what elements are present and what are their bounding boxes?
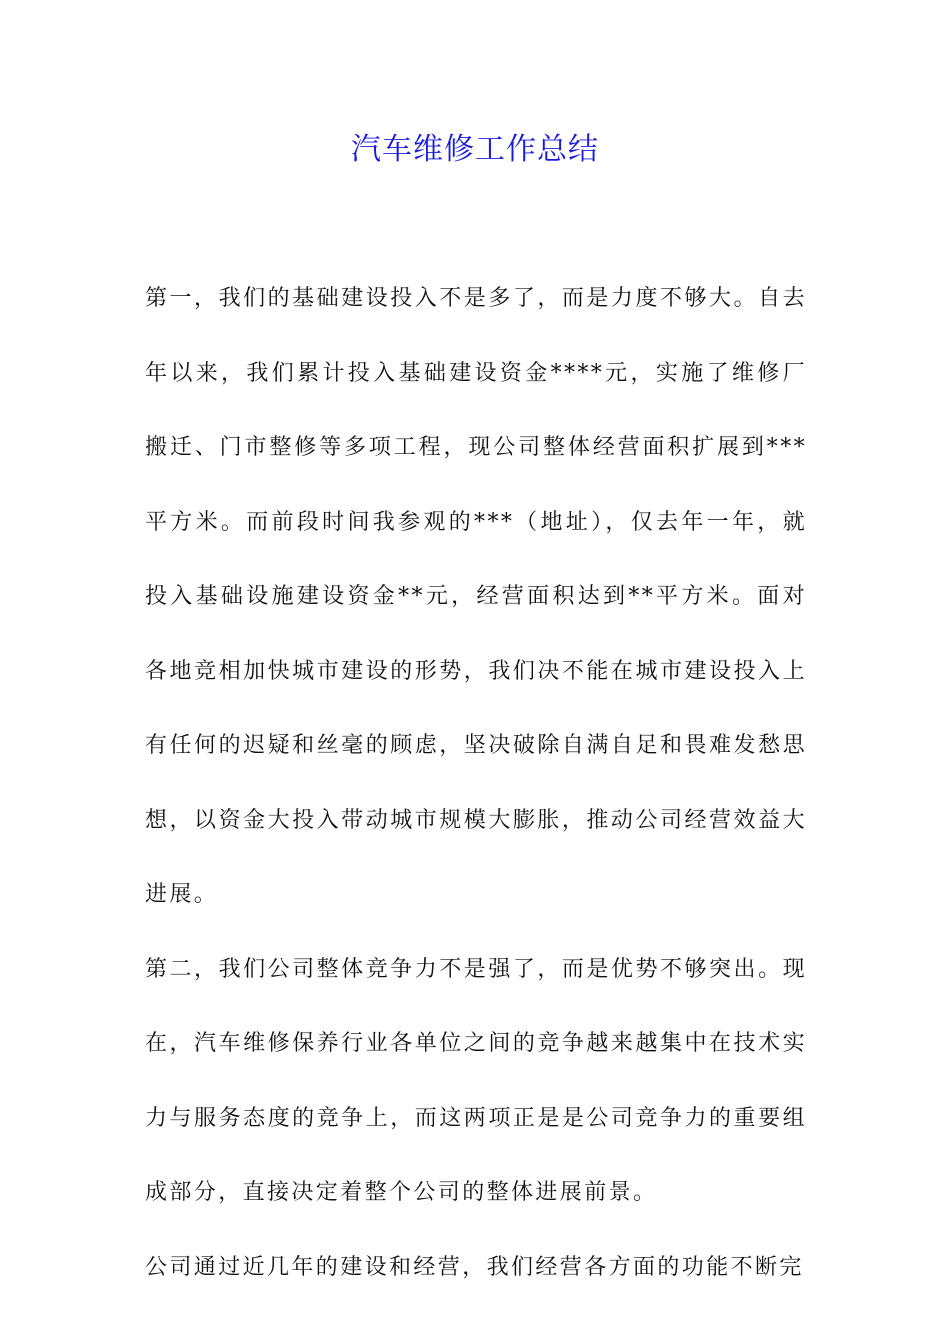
document-body xyxy=(145,262,807,1305)
paragraph-2: 第二，我们公司整体竞争力不是强了，而是优势不够突出。现在，汽车维修保养行业各单位之间的竞争越来越集中在技术实力与服务态度的竞争上，而这两项正是是公司竞争力的重要组成部分，直接决定着整个公司的整体进展前景。 xyxy=(145,956,807,1205)
paragraph-3: 公司通过近几年的建设和经营，我们经营各方面的功能不断完 xyxy=(145,1254,804,1280)
paragraph-1: 第一，我们的基础建设投入不是多了，而是力度不够大。自去年以来，我们累计投入基础建设资金****元，实施了维修厂搬迁、门市整修等多项工程，现公司整体经营面积扩展到***平方米。而前段时间我参观的***（地址），仅去年一年，就投入基础设施建设资金**元，经营面积达到**平方米。面对各地竞相加快城市建设的形势，我们决不能在城市建设投入上有任何的迟疑和丝毫的顾虑，坚决破除自满自足和畏难发愁思想，以资金大投入带动城市规模大膨胀，推动公司经营效益大进展。 xyxy=(145,286,807,907)
document-title: 汽车维修工作总结 xyxy=(351,132,599,167)
